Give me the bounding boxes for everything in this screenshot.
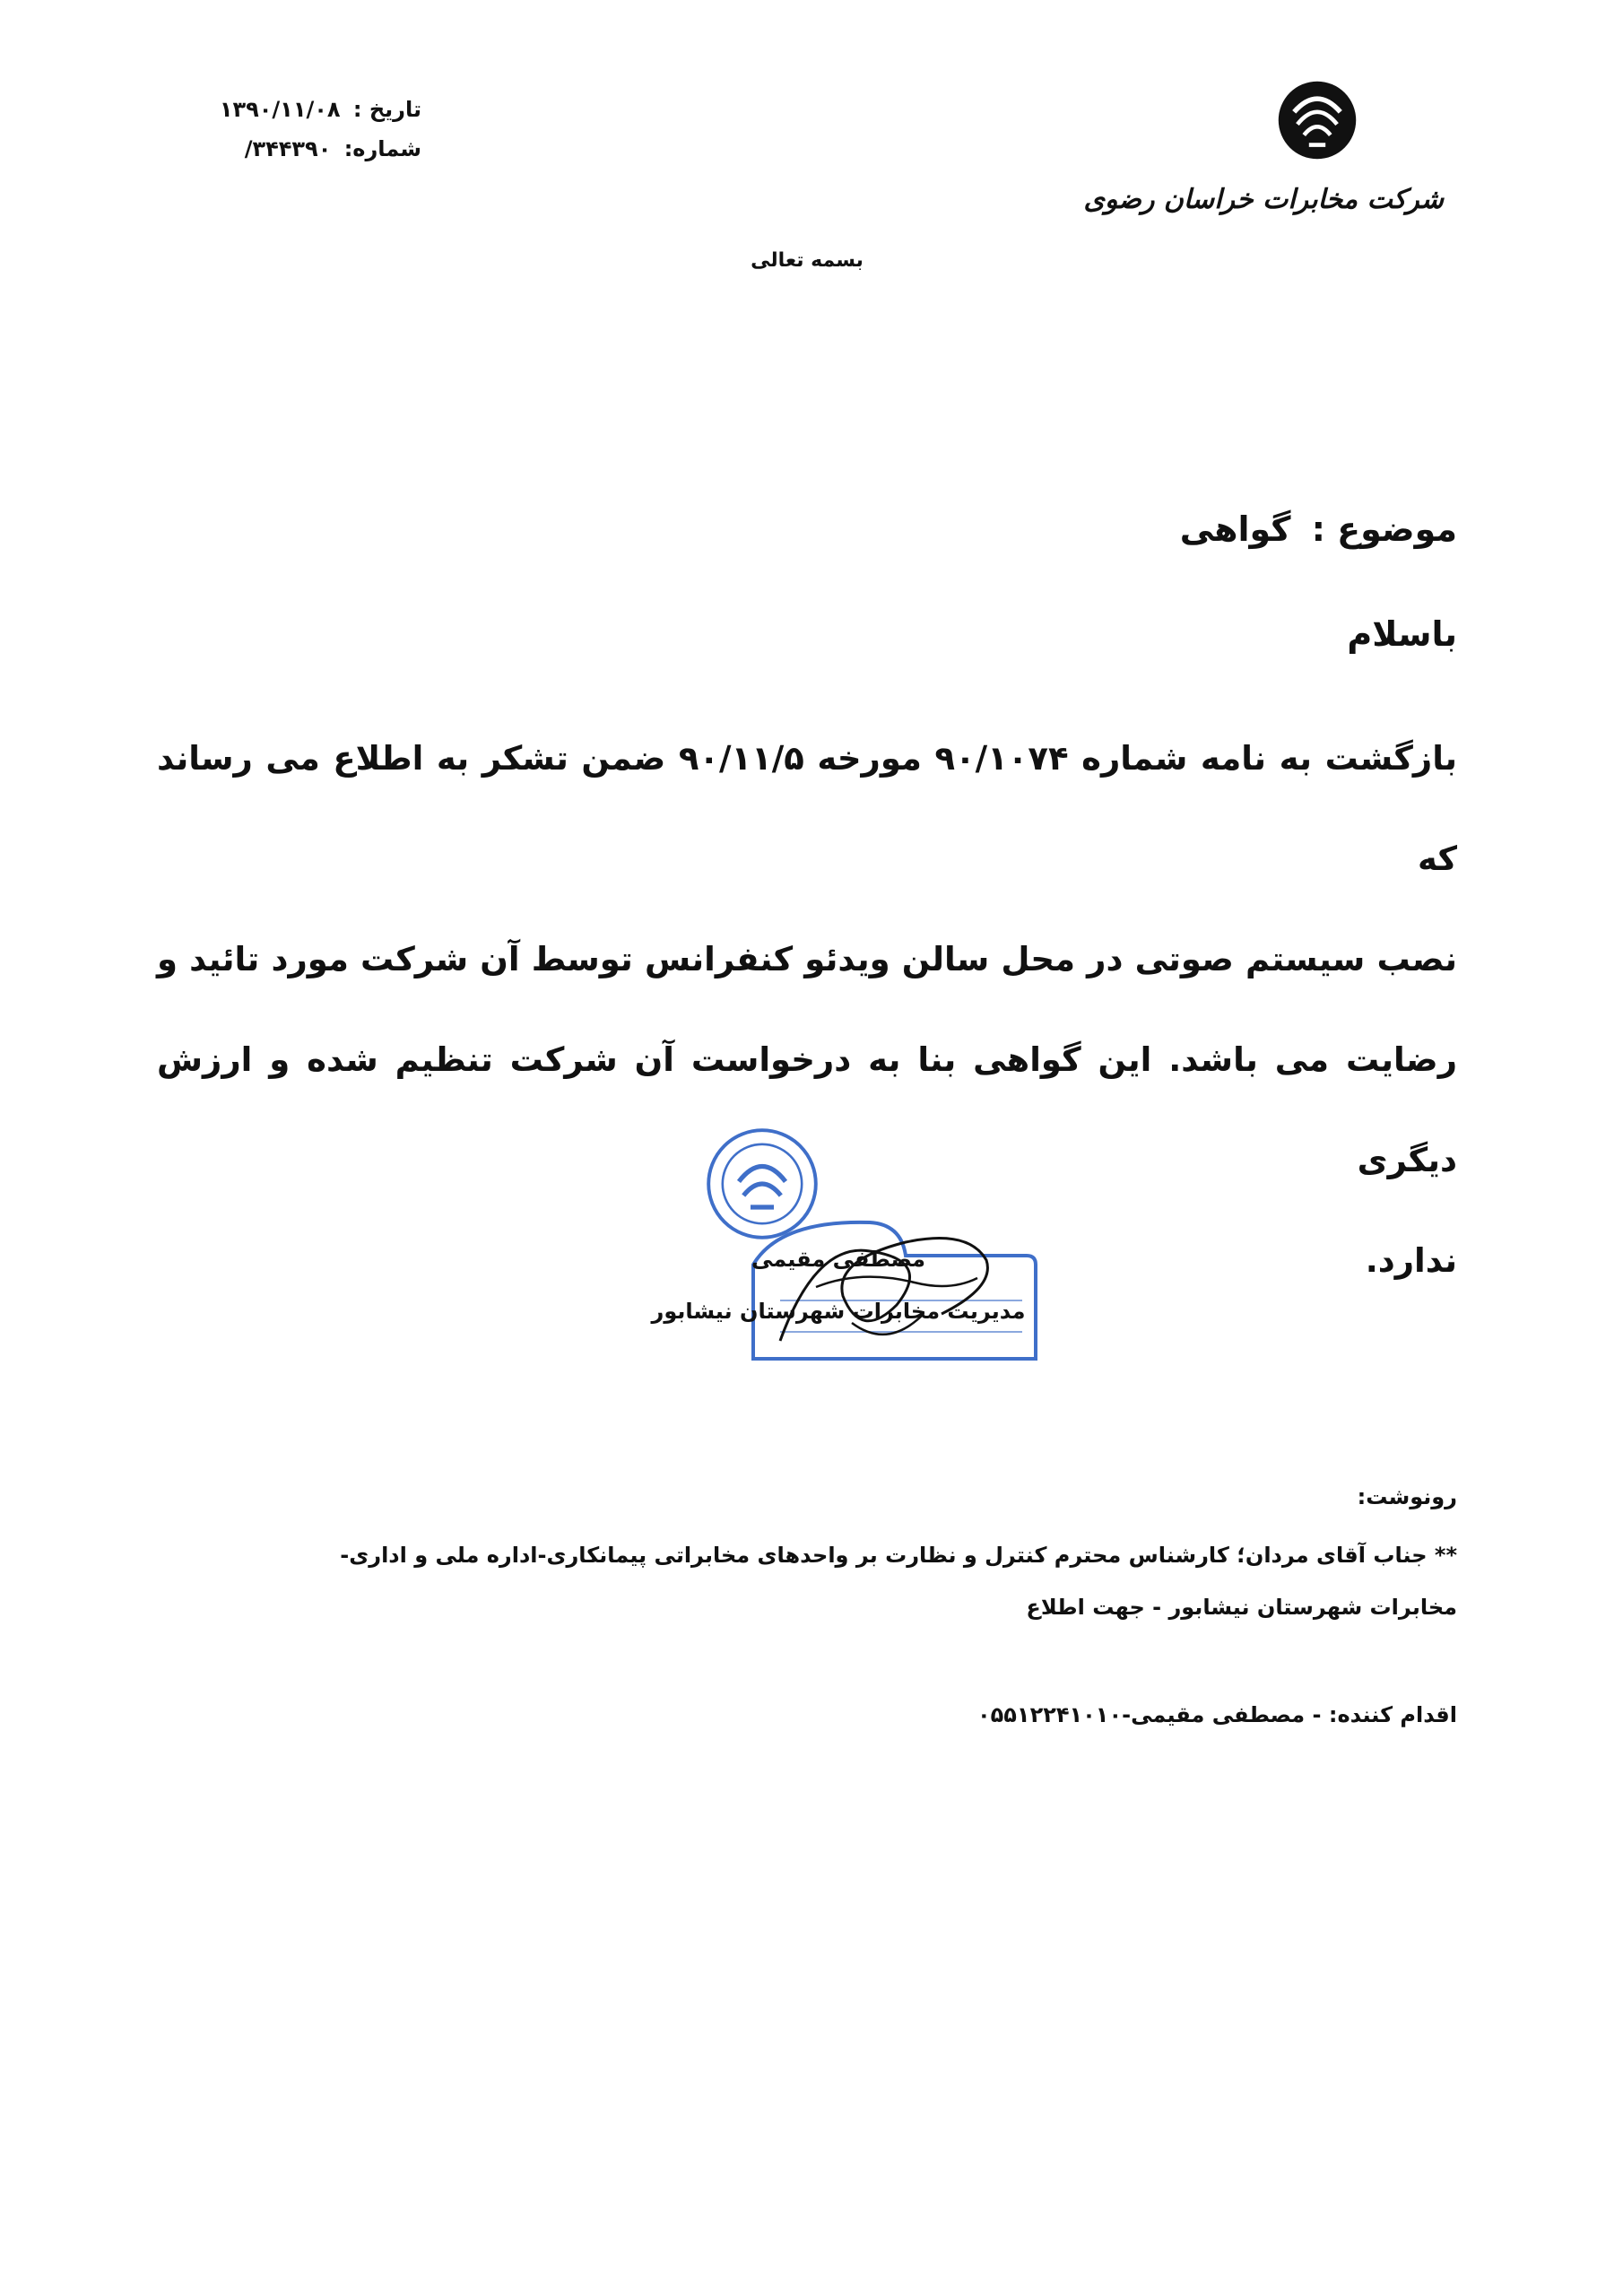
subject-label: موضوع : <box>1311 509 1457 549</box>
body-line: نصب سیستم صوتی در محل سالن ویدئو کنفرانس توسط آن شرکت مورد تائید و <box>157 940 1457 978</box>
company-logo-icon <box>1276 79 1358 161</box>
letter-meta <box>215 90 421 169</box>
date-label: تاریخ : <box>352 97 421 122</box>
signatory-title: مدیریت مخابرات شهرستان نیشابور <box>651 1299 1026 1324</box>
stamp-signature-area <box>628 1126 1049 1372</box>
copies-section <box>157 1484 1457 1633</box>
body-line: رضایت می باشد. این گواهی بنا به درخواست آن شرکت تنظیم شده و ارزش دیگری <box>157 1040 1457 1179</box>
date-row <box>215 90 421 129</box>
greeting: باسلام <box>1347 614 1457 654</box>
copies-line: ** جناب آقای مردان؛ کارشناس محترم کنترل و نظارت بر واحدهای مخابراتی پیمانکاری-اداره ملی و اداری- <box>340 1543 1457 1568</box>
number-label: شماره: <box>343 136 421 161</box>
stamp-seal-icon <box>704 1126 820 1242</box>
action-by: اقدام کننده: - مصطفی مقیمی-۰۵۵۱۲۲۴۱۰۱۰ <box>976 1702 1457 1727</box>
subject <box>1180 509 1457 549</box>
body-line: ندارد. <box>1365 1241 1457 1280</box>
copies-title: رونوشت: <box>1357 1484 1457 1509</box>
signatory-name: مصطفی مقیمی <box>751 1247 926 1272</box>
number-row <box>215 129 421 169</box>
copies-line: مخابرات شهرستان نیشابور - جهت اطلاع <box>1026 1595 1457 1620</box>
subject-value: گواهی <box>1179 509 1291 549</box>
date-value: ۱۳۹۰/۱۱/۰۸ <box>219 97 341 122</box>
invocation: بسمه تعالی <box>751 249 864 272</box>
number-value: ۳۴۴۳۹۰/ <box>244 136 332 161</box>
body-line: بازگشت به نامه شماره ۹۰/۱۰۷۴ مورخه ۹۰/۱۱/۵ ضمن تشکر به اطلاع می رساند که <box>157 739 1457 878</box>
company-name: شرکت مخابرات خراسان رضوی <box>1083 184 1444 215</box>
signatory <box>628 1233 1049 1337</box>
